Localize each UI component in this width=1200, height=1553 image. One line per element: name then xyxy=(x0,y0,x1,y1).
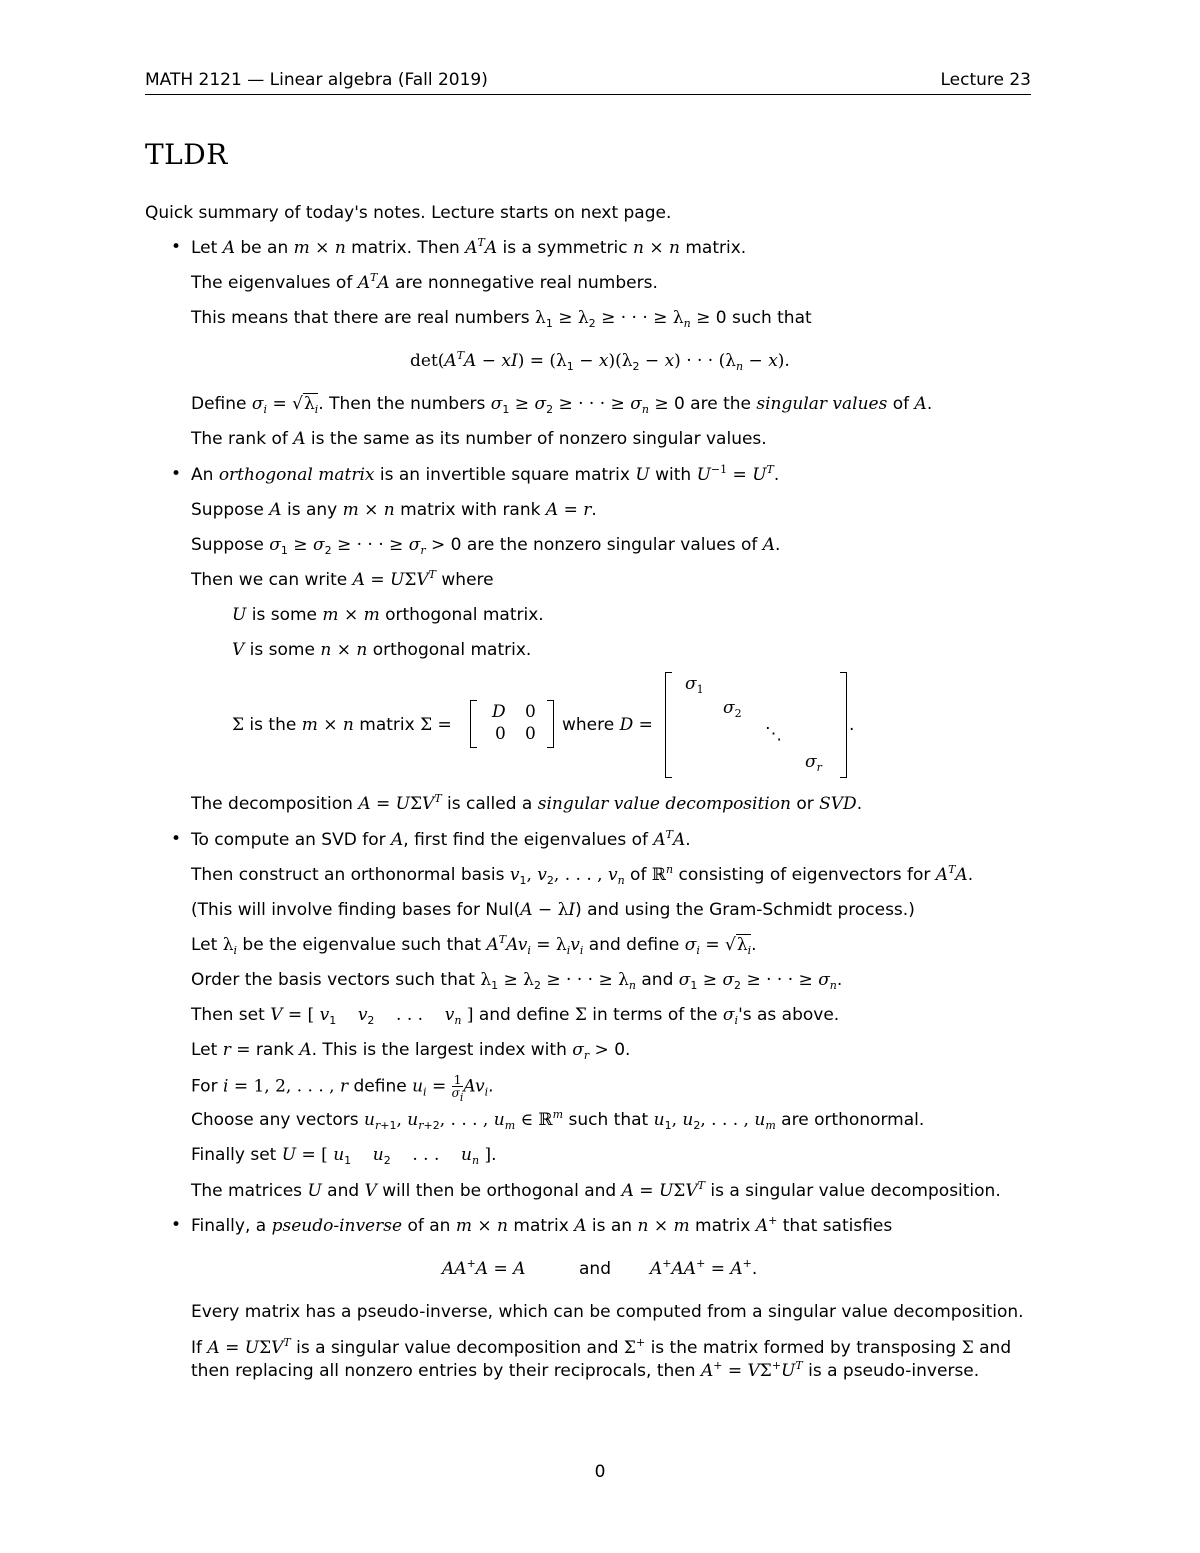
intro-text: Quick summary of today's notes. Lecture starts on next page. xyxy=(145,203,672,223)
bullet-3-line-11: The matrices U and V will then be orthogonal and $A = U\Sigma V^T$ is a singular value decomposition. xyxy=(191,1179,1001,1201)
bullet-1-line-3: This means that there are real numbers $\lambda_1 \ge \lambda_2$ ≥ · · · ≥ $\lambda_n \ge 0$ such that xyxy=(191,308,812,330)
bullet-1-line-2: The eigenvalues of $A^TA$ are nonnegative real numbers. xyxy=(191,271,658,293)
where-d-label: where D = xyxy=(562,715,653,735)
bullet-1-line-4: Define $\sigma_i = √\lambda_i$. Then the numbers $\sigma_1 \ge \sigma_2$ ≥ · · · ≥ $\sigma_n \ge 0$ are the singular values of A. xyxy=(191,394,933,416)
bullet-2-line-1: An orthogonal matrix is an invertible square matrix U with $U^{-1} = U^T$. xyxy=(191,463,780,485)
pseudo-inverse-equation-left: AA+A = A xyxy=(442,1257,526,1279)
sigma-description-left: Σ is the m × n matrix Σ = xyxy=(232,715,452,735)
bullet-3-line-5: Order the basis vectors such that $\lambda_1 \ge \lambda_2$ ≥ · · · ≥ $\lambda_n$ and $\sigma_1 \ge \sigma_2$ ≥ · · · ≥ $\sigma_n$. xyxy=(191,970,843,992)
bullet-4-line-1: Finally, a pseudo-inverse of an m × n matrix A is an n × m matrix A+ that satisfies xyxy=(191,1214,893,1236)
right-bracket xyxy=(840,672,847,778)
bullet-3-line-3: (This will involve finding bases for Nul(A − λI) and using the Gram-Schmidt process.) xyxy=(191,900,915,920)
block-d: D xyxy=(492,702,506,722)
bullet-4-marker: • xyxy=(171,1215,182,1235)
block-zero: 0 xyxy=(525,702,536,722)
bullet-3-line-9: Choose any vectors $u_{r+1}$, $u_{r+2}$, . . . , $u_m$ ∈ ℝ$^m$ such that $u_1$, $u_2$, . . . , $u_m$ are orthonormal. xyxy=(191,1108,925,1132)
bullet-3-line-1: To compute an SVD for A, first find the eigenvalues of $A^TA$. xyxy=(191,828,691,850)
pseudo-inverse-equation-right: A+AA+ = A+. xyxy=(650,1257,758,1279)
diag-sigma-r: $\sigma_r$ xyxy=(805,752,822,774)
bullet-3-line-8: For i = 1, 2, . . . , r define $u_i$ = $\frac{1}{\sigma_i}$ $Av_i$. xyxy=(191,1073,494,1104)
block-zero: 0 xyxy=(525,724,536,744)
v-matrix-description: V is some n × n orthogonal matrix. xyxy=(232,640,532,660)
diag-sigma-1: $\sigma_1$ xyxy=(685,674,704,696)
bullet-4-line-2: Every matrix has a pseudo-inverse, which can be computed from a singular value decomposition. xyxy=(191,1302,1024,1322)
bullet-4-line-3: If $A = U\Sigma V^T$ is a singular value decomposition and Σ+ is the matrix formed by transposing Σ and xyxy=(191,1336,1012,1358)
bullet-2-line-5: The decomposition $A = U\Sigma V^T$ is called a singular value decomposition or SVD. xyxy=(191,792,863,814)
section-title: TLDR xyxy=(145,138,228,171)
page-number: 0 xyxy=(594,1462,606,1482)
bullet-3-line-4: Let $\lambda_i$ be the eigenvalue such that $A^TAv_i = \lambda_iv_i$ and define $\sigma_i = √\lambda_i$. xyxy=(191,933,757,957)
bullet-2-marker: • xyxy=(171,464,182,484)
bullet-3-line-2: Then construct an orthonormal basis $v_1$, $v_2$, . . . , $v_n$ of ℝ$^n$ consisting of eigenvectors for $A^TA$. xyxy=(191,863,974,887)
lecture-number: Lecture 23 xyxy=(940,70,1031,90)
bullet-4-line-4: then replacing all nonzero entries by their reciprocals, then $A^+ = V\Sigma^+U^T$ is a pseudo-inverse. xyxy=(191,1359,980,1381)
bullet-2-line-4: Then we can write $A = U\Sigma V^T$ where xyxy=(191,568,494,590)
sigma-block-matrix xyxy=(470,700,554,748)
bullet-3-marker: • xyxy=(171,829,182,849)
bullet-3-line-6: Then set V = [ $v_1$ $v_2$ . . . $v_n$ ] and define Σ in terms of the $\sigma_i's$ as above. xyxy=(191,1005,840,1027)
bullet-3-line-10: Finally set U = [ $u_1$ $u_2$ . . . $u_n$ ]. xyxy=(191,1145,497,1167)
pseudo-inverse-and: and xyxy=(579,1259,611,1279)
block-zero: 0 xyxy=(495,724,506,744)
left-bracket xyxy=(470,700,477,748)
diag-sigma-2: $\sigma_2$ xyxy=(723,698,742,720)
bullet-1-line-5: The rank of A is the same as its number of nonzero singular values. xyxy=(191,429,767,449)
u-matrix-description: U is some m × m orthogonal matrix. xyxy=(232,605,544,625)
bullet-1-line-1: Let A be an m × n matrix. Then $A^TA$ is a symmetric n × n matrix. xyxy=(191,236,747,258)
characteristic-polynomial-equation: $\det(A^TA - xI) = (\lambda_1 - x)(\lambda_2 - x)$ · · · $(\lambda_n - x)$. xyxy=(410,349,790,373)
bullet-2-line-3: Suppose $\sigma_1 \ge \sigma_2$ ≥ · · · ≥ $\sigma_r > 0$ are the nonzero singular values of A. xyxy=(191,535,781,557)
d-diagonal-matrix xyxy=(665,672,847,778)
bullet-1-marker: • xyxy=(171,237,182,257)
bullet-3-line-7: Let r = rank A. This is the largest index with $\sigma_r > 0$. xyxy=(191,1040,631,1062)
left-bracket xyxy=(665,672,672,778)
diag-dots: ⋱ xyxy=(765,724,782,744)
period: . xyxy=(849,715,855,735)
running-header xyxy=(145,70,1031,95)
course-title: MATH 2121 — Linear algebra (Fall 2019) xyxy=(145,70,488,90)
bullet-2-line-2: Suppose A is any m × n matrix with rank A = r. xyxy=(191,500,597,520)
right-bracket xyxy=(547,700,554,748)
